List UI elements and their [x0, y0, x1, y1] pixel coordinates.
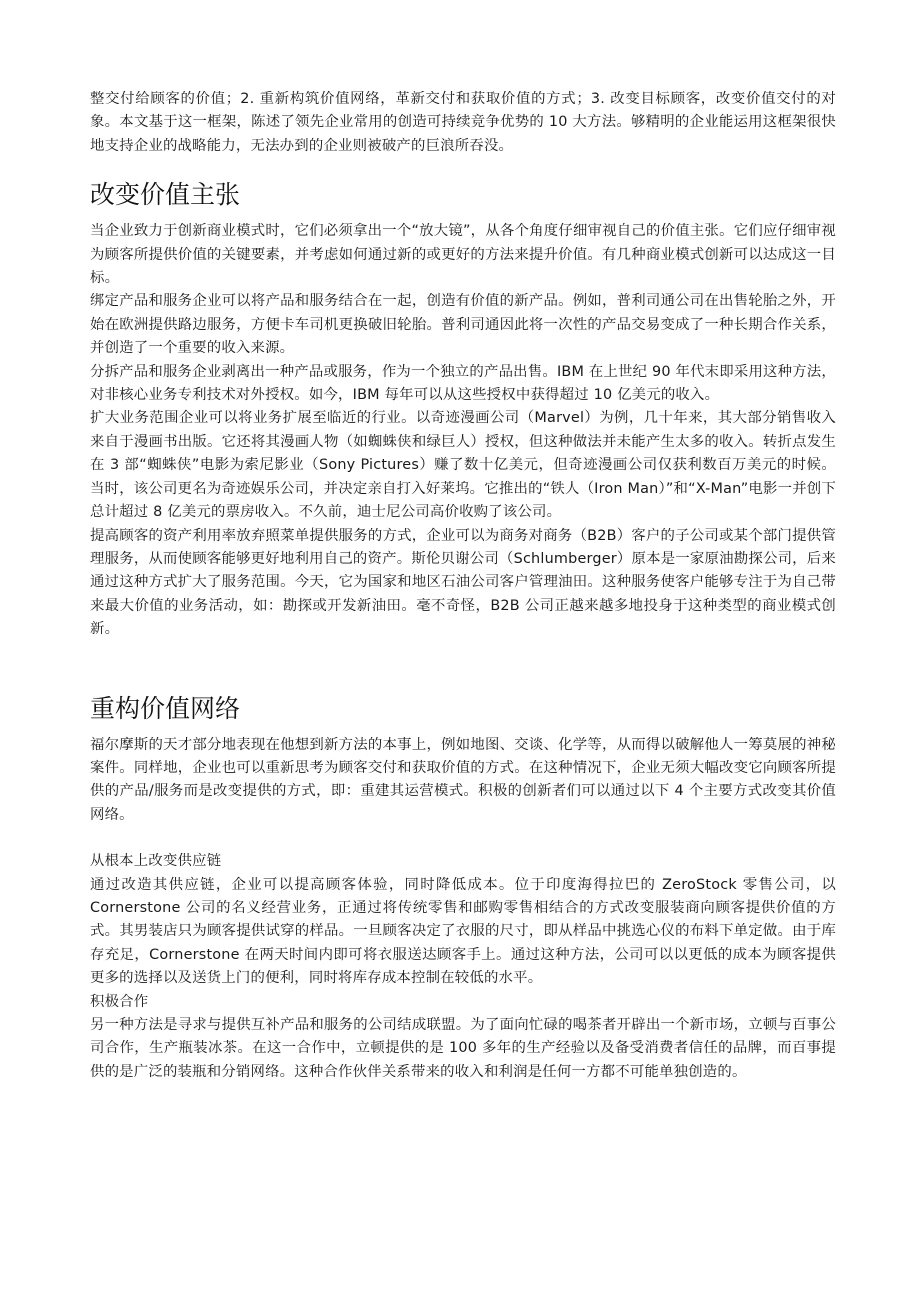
- paragraph-unbundling: 分拆产品和服务企业剥离出一种产品或服务，作为一个独立的产品出售。IBM 在上世纪 90 年代末即采用这种方法，对非核心业务专利技术对外授权。如今，IBM 每年可以从这些授权中获得超过 10 亿美元的收入。: [90, 363, 836, 404]
- paragraph-value-proposition-intro: 当企业致力于创新商业模式时，它们必须拿出一个“放大镜”，从各个角度仔细审视自己的价值主张。它们应仔细审视为顾客所提供价值的关键要素，并考虑如何通过新的或更好的方法来提升价值。有几种商业模式创新可以达成这一目标。: [90, 223, 836, 287]
- paragraph-bundling: 绑定产品和服务企业可以将产品和服务结合在一起，创造有价值的新产品。例如，普利司通公司在出售轮胎之外，开始在欧洲提供路边服务，方便卡车司机更换破旧轮胎。普利司通因此将一次性的产品交易变成了一种长期合作关系，并创造了一个重要的收入来源。: [90, 293, 836, 357]
- paragraph-value-network-intro: 福尔摩斯的天才部分地表现在他想到新方法的本事上，例如地图、交谈、化学等，从而得以破解他人一筹莫展的神秘案件。同样地，企业也可以重新思考为顾客交付和获取价值的方式。在这种情况下，企业无须大幅改变它向顾客所提供的产品/服务而是改变提供的方式，即：重建其运营模式。积极的创新者们可以通过以下 4 个主要方式改变其价值网络。: [90, 736, 836, 823]
- subheading-partnering: 积极合作: [90, 993, 149, 1010]
- intro-paragraph: 整交付给顾客的价值；2. 重新构筑价值网络，革新交付和获取价值的方式；3. 改变目标顾客，改变价值交付的对象。本文基于这一框架，陈述了领先企业常用的创造可持续竞争优势的 10 大方法。够精明的企业能运用这框架很快地支持企业的战略能力，无法办到的企业则被破产的巨浪所吞没。: [90, 91, 836, 154]
- section-heading-value-network: 重构价值网络: [90, 693, 241, 723]
- subheading-supply-chain: 从根本上改变供应链: [90, 853, 222, 870]
- paragraph-partnering: 另一种方法是寻求与提供互补产品和服务的公司结成联盟。为了面向忙碌的喝茶者开辟出一个新市场，立顿与百事公司合作，生产瓶装冰茶。在这一合作中，立顿提供的是 100 多年的生产经验以及备受消费者信任的品牌，而百事提供的是广泛的装瓶和分销网络。这种合作伙伴关系带来的收入和利润是任何一方都不可能单独创造的。: [90, 1017, 836, 1080]
- paragraph-expand-scope: 扩大业务范围企业可以将业务扩展至临近的行业。以奇迹漫画公司（Marvel）为例，几十年来，其大部分销售收入来自于漫画书出版。它还将其漫画人物（如蜘蛛侠和绿巨人）授权，但这种做法并未能产生太多的收入。转折点发生在 3 部“蜘蛛侠”电影为索尼影业（Sony Pictures）赚了数十亿美元，但奇迹漫画公司仅获利数百万美元的时候。当时，该公司更名为奇迹娱乐公司，并决定亲自打入好莱坞。它推出的“铁人（Iron Man）”和“X-Man”电影一并创下总计超过 8 亿美元的票房收入。不久前，迪士尼公司高价收购了该公司。: [90, 410, 836, 521]
- document-content: [90, 88, 836, 1084]
- paragraph-supply-chain: 通过改造其供应链，企业可以提高顾客体验，同时降低成本。位于印度海得拉巴的 ZeroStock 零售公司，以 Cornerstone 公司的名义经营业务，正通过将传统零售和邮购零售相结合的方式改变服装商向顾客提供价值的方式。其男装店只为顾客提供试穿的样品。一旦顾客决定了衣服的尺寸，即从样品中挑选心仪的布料下单定做。由于库存充足，Cornerstone 在两天时间内即可将衣服送达顾客手上。通过这种方法，公司可以以更低的成本为顾客提供更多的选择以及送货上门的便利，同时将库存成本控制在较低的水平。: [90, 876, 836, 987]
- section-heading-value-proposition: 改变价值主张: [90, 180, 241, 210]
- paragraph-asset-utilization: 提高顾客的资产利用率放弃照菜单提供服务的方式，企业可以为商务对商务（B2B）客户的子公司或某个部门提供管理服务，从而使顾客能够更好地利用自己的资产。斯伦贝谢公司（Schlumberger）原本是一家原油勘探公司，后来通过这种方式扩大了服务范围。今天，它为国家和地区石油公司客户管理油田。这种服务使客户能够专注于为自己带来最大价值的业务活动，如：勘探或开发新油田。毫不奇怪，B2B 公司正越来越多地投身于这种类型的商业模式创新。: [90, 527, 836, 638]
